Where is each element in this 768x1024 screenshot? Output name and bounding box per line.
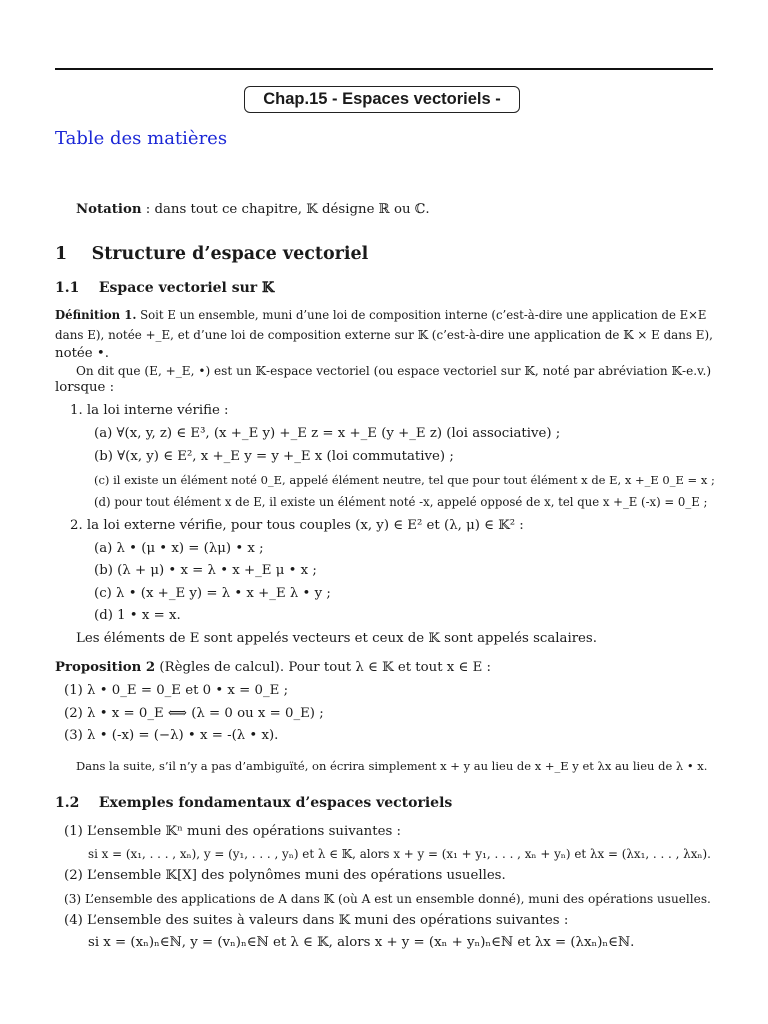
external-law-item: (b) (λ + μ) • x = λ • x +_E μ • x ; xyxy=(94,563,317,578)
chapter-title: Chap.15 - Espaces vectoriels - xyxy=(244,86,520,113)
example-item: si x = (xₙ)ₙ∈ℕ, y = (vₙ)ₙ∈ℕ et λ ∈ 𝕂, alors x + y = (xₙ + yₙ)ₙ∈ℕ et λx = (λxₙ)ₙ∈ℕ. xyxy=(88,935,635,950)
section-title: Structure d’espace vectoriel xyxy=(91,244,369,264)
proposition-item: (3) λ • (-x) = (−λ) • x = -(λ • x). xyxy=(64,728,279,743)
internal-law-item: (b) ∀(x, y) ∈ E², x +_E y = y +_E x (loi commutative) ; xyxy=(94,449,454,464)
external-law-item: (c) λ • (x +_E y) = λ • x +_E λ • y ; xyxy=(94,586,331,601)
example-item: (4) L’ensemble des suites à valeurs dans 𝕂 muni des opérations suivantes : xyxy=(64,913,569,928)
example-item: (2) L’ensemble 𝕂[X] des polynômes muni des opérations usuelles. xyxy=(64,868,506,883)
definition-line-1 xyxy=(55,306,706,324)
notation-text: : dans tout ce chapitre, 𝕂 désigne ℝ ou ℂ. xyxy=(141,202,430,217)
definition-line-3: notée •. xyxy=(55,346,109,361)
definition-text: Soit E un ensemble, muni d’une loi de composition interne (c’est-à-dire une application de E×E xyxy=(140,308,707,322)
internal-law-item: (a) ∀(x, y, z) ∈ E³, (x +_E y) +_E z = x +_E (y +_E z) (loi associative) ; xyxy=(94,426,561,441)
proposition-line xyxy=(55,659,491,677)
example-item: (3) L’ensemble des applications de A dans 𝕂 (où A est un ensemble donné), muni des opérations usuelles. xyxy=(64,892,711,906)
subsection-title: Exemples fondamentaux d’espaces vectoriels xyxy=(98,795,453,811)
proposition-label: Proposition 2 xyxy=(55,660,156,675)
notation-line xyxy=(76,201,430,219)
section-1-heading xyxy=(55,244,368,264)
definition-line-5: lorsque : xyxy=(55,380,115,395)
definition-label: Définition 1. xyxy=(55,308,137,322)
subsection-title: Espace vectoriel sur 𝕂 xyxy=(98,280,275,296)
example-item: (1) L’ensemble 𝕂ⁿ muni des opérations suivantes : xyxy=(64,824,401,839)
definition-line-2: dans E), notée +_E, et d’une loi de composition externe sur 𝕂 (c’est-à-dire une application de 𝕂 × E dans E), xyxy=(55,328,713,342)
proposition-text: (Règles de calcul). Pour tout λ ∈ 𝕂 et tout x ∈ E : xyxy=(155,660,492,675)
external-law-item: (d) 1 • x = x. xyxy=(94,608,181,623)
internal-law-item: (d) pour tout élément x de E, il existe un élément noté -x, appelé opposé de x, tel que x +_E (-x) = 0_E ; xyxy=(94,495,708,509)
example-item: si x = (x₁, . . . , xₙ), y = (y₁, . . . , yₙ) et λ ∈ 𝕂, alors x + y = (x₁ + y₁, . . . , xₙ + yₙ) et λx = (λx₁, . . . , λxₙ). xyxy=(88,847,711,861)
subsection-1-1-heading xyxy=(55,280,274,296)
internal-law-item: (c) il existe un élément noté 0_E, appelé élément neutre, tel que pour tout élément x de E, x +_E 0_E = x ; xyxy=(94,473,715,487)
external-law-item: (a) λ • (μ • x) = (λμ) • x ; xyxy=(94,541,264,556)
vectors-scalars-line: Les éléments de E sont appelés vecteurs et ceux de 𝕂 sont appelés scalaires. xyxy=(76,631,597,646)
subsection-1-2-heading xyxy=(55,795,452,811)
toc-title[interactable]: Table des matières xyxy=(55,128,228,149)
subsection-number: 1.1 xyxy=(55,280,80,296)
internal-law-head: 1. la loi interne vérifie : xyxy=(70,403,229,418)
notation-label: Notation xyxy=(76,202,142,217)
subsection-number: 1.2 xyxy=(55,795,80,811)
top-rule xyxy=(55,68,713,70)
proposition-item: (2) λ • x = 0_E ⟺ (λ = 0 ou x = 0_E) ; xyxy=(64,706,324,721)
remark-line: Dans la suite, s’il n’y a pas d’ambiguïté, on écrira simplement x + y au lieu de x +_E y et λx au lieu de λ • x. xyxy=(76,759,708,773)
section-number: 1 xyxy=(55,244,68,264)
external-law-head: 2. la loi externe vérifie, pour tous couples (x, y) ∈ E² et (λ, μ) ∈ 𝕂² : xyxy=(70,518,524,533)
definition-line-4: On dit que (E, +_E, •) est un 𝕂-espace vectoriel (ou espace vectoriel sur 𝕂, noté par abréviation 𝕂-e.v.) xyxy=(76,364,712,378)
proposition-item: (1) λ • 0_E = 0_E et 0 • x = 0_E ; xyxy=(64,683,289,698)
